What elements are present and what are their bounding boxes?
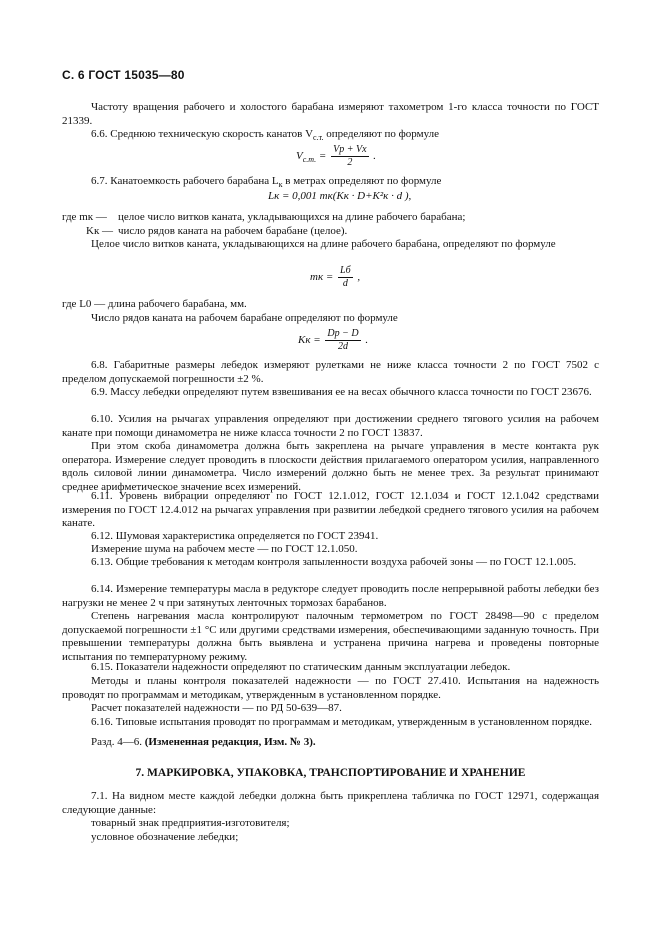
paragraph-6-6: 6.6. Среднюю техническую скорость канатов $V_{с.т.}$ определяют по формуле <box>91 128 439 143</box>
definition-l0: где L0 — длина рабочего барабана, мм. <box>62 298 247 310</box>
paragraph-6-12-noise: Измерение шума на рабочем месте — по ГОСТ 12.1.050. <box>91 543 358 555</box>
paragraph-6-12: 6.12. Шумовая характеристика определяется по ГОСТ 23941. <box>91 530 379 542</box>
formula-rope-capacity: Lк = 0,001 mк(Kк · D+K²к · d ), <box>268 190 412 202</box>
list-item-designation: условное обозначение лебедки; <box>91 831 239 843</box>
paragraph-rows: Число рядов каната на рабочем барабане определяют по формуле <box>91 312 398 324</box>
paragraph-6-8: 6.8. Габаритные размеры лебедок измеряют рулетками не ниже класса точности 2 по ГОСТ 7502 с пределом допускаемой погрешности ±2 %. <box>62 359 599 385</box>
list-item-trademark: товарный знак предприятия-изготовителя; <box>91 817 290 829</box>
paragraph-6-10: 6.10. Усилия на рычагах управления определяют при достижении среднего тягового усилия на рабочем канате при помощи динамометра не ниже класса точности 2 по ГОСТ 13837. <box>62 413 599 439</box>
paragraph-6-11: 6.11. Уровень вибрации определяют по ГОСТ 12.1.012, ГОСТ 12.1.034 и ГОСТ 12.1.042 средствами измерения по ГОСТ 12.4.012 на рычагах управления при развитии лебедкой среднего тягового усилия на рабочем канате. <box>62 490 599 529</box>
paragraph-section-amendment: Разд. 4—6. (Измененная редакция, Изм. № 3). <box>91 736 316 748</box>
section-7-title: 7. МАРКИРОВКА, УПАКОВКА, ТРАНСПОРТИРОВАНИЕ И ХРАНЕНИЕ <box>135 767 526 779</box>
paragraph-6-10-dynamometer: При этом скоба динамометра должна быть закреплена на рычаге управления в месте контакта рук оператора. Измерение следует проводить в плоскости действия прилагаемого оператором усилия, направленного вдоль силовой линии динамометра. Число измерений должно быть не менее трех. За результат принимают среднее арифметическое значение всех измерений. <box>62 440 599 493</box>
page-header: С. 6 ГОСТ 15035—80 <box>62 68 185 82</box>
paragraph-6-14: 6.14. Измерение температуры масла в редукторе следует проводить после непрерывной работы лебедки без нагрузки не менее 2 ч при затянутых ленточных тормозах барабанов. <box>62 583 599 609</box>
paragraph-whole-turns: Целое число витков каната, укладывающихся на длине рабочего барабана, определяют по формуле <box>91 238 556 250</box>
paragraph-6-14-oil-heating: Степень нагревания масла контролируют палочным термометром по ГОСТ 28498—90 с пределом допускаемой погрешности ±1 °С или другими средствами измерения, обеспечивающими заданную точность. При превышении температуры должна быть выявлена и устранена причина нагрева и проведены повторные испытания по температурному режиму. <box>62 610 599 663</box>
paragraph-6-16: 6.16. Типовые испытания проводят по программам и методикам, утвержденным в установленном порядке. <box>91 716 592 728</box>
paragraph-tachometer: Частоту вращения рабочего и холостого барабана измеряют тахометром 1-го класса точности по ГОСТ 21339. <box>62 101 599 127</box>
formula-rows: Kк = $\frac{Dр - D}{2d}$ . <box>298 328 369 352</box>
paragraph-6-7: 6.7. Канатоемкость рабочего барабана $L_к$ в метрах определяют по формуле <box>91 175 442 190</box>
paragraph-6-9: 6.9. Массу лебедки определяют путем взвешивания ее на весах обычного класса точности по ГОСТ 23676. <box>91 386 592 398</box>
paragraph-6-15: 6.15. Показатели надежности определяют по статическим данным эксплуатации лебедок. <box>91 661 511 673</box>
definition-mk: где mк — целое число витков каната, укладывающихся на длине рабочего барабана; Kк — число рядов каната на рабочем барабане (целое). <box>62 211 466 237</box>
paragraph-7-1: 7.1. На видном месте каждой лебедки должна быть прикреплена табличка по ГОСТ 12971, содержащая следующие данные: <box>62 790 599 816</box>
paragraph-6-13: 6.13. Общие требования к методам контроля запыленности воздуха рабочей зоны — по ГОСТ 12.1.005. <box>91 556 577 568</box>
formula-turns: mк = $\frac{Lб}{d}$ , <box>310 265 361 289</box>
paragraph-6-15-methods: Методы и планы контроля показателей надежности — по ГОСТ 27.410. Испытания на надежность проводят по программам и методикам, утвержденным в установленном порядке. <box>62 675 599 701</box>
formula-rope-speed: $V_{с.т.}$ = $\frac{Vр + Vх}{2}$ . <box>296 144 377 168</box>
paragraph-6-15-calculation: Расчет показателей надежности — по РД 50-639—87. <box>91 702 342 714</box>
